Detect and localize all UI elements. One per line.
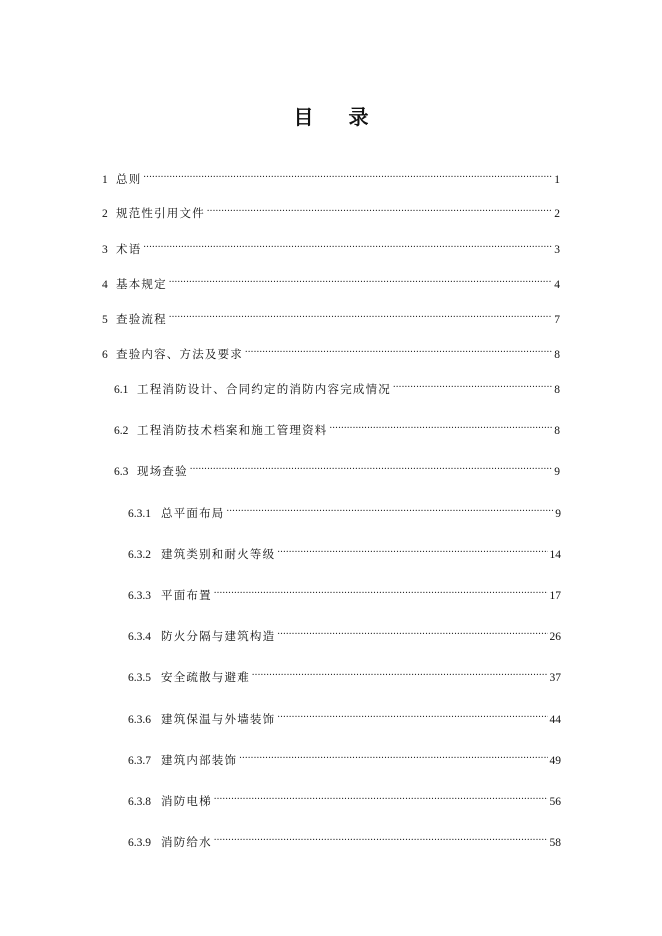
toc-entry-number: 5 — [102, 314, 108, 326]
toc-entry-6-3-9[interactable] — [128, 830, 561, 851]
toc-entry-title: 防火分隔与建筑构造 — [161, 629, 276, 643]
toc-entry-page: 8 — [554, 425, 560, 437]
toc-entry-number: 6.3.7 — [128, 755, 151, 767]
toc-entry-page: 26 — [549, 631, 561, 643]
toc-entry-title: 安全疏散与避难 — [161, 670, 250, 684]
toc-dot-leader — [169, 307, 552, 323]
toc-entry-6[interactable] — [102, 342, 560, 363]
toc-entry-2[interactable] — [102, 201, 560, 222]
toc-entry-5[interactable] — [102, 307, 560, 328]
toc-entry-number: 6 — [102, 349, 108, 361]
toc-entry-page: 37 — [549, 672, 561, 684]
page-title: 目 录 — [293, 105, 383, 129]
toc-dot-leader — [277, 624, 547, 640]
toc-entry-page: 49 — [549, 755, 561, 767]
toc-dot-leader — [190, 459, 552, 475]
toc-entry-number: 6.3 — [114, 466, 129, 478]
toc-entry-title: 工程消防设计、合同约定的消防内容完成情况 — [137, 382, 391, 396]
toc-entry-page: 7 — [554, 314, 560, 326]
toc-dot-leader — [252, 665, 548, 681]
toc-entry-page: 2 — [554, 208, 560, 220]
toc-dot-leader — [143, 167, 552, 183]
toc-dot-leader — [214, 789, 548, 805]
toc-entry-4[interactable] — [102, 272, 560, 293]
toc-entry-6-3-6[interactable] — [128, 707, 561, 728]
toc-entry-title: 建筑类别和耐火等级 — [161, 547, 276, 561]
toc-entry-number: 6.2 — [114, 425, 129, 437]
toc-entry-title: 总平面布局 — [161, 506, 225, 520]
toc-entry-title: 工程消防技术档案和施工管理资料 — [137, 423, 328, 437]
toc-entry-page: 3 — [554, 244, 560, 256]
toc-entry-3[interactable] — [102, 237, 560, 258]
toc-entry-title: 查验流程 — [116, 312, 167, 326]
toc-entry-page: 44 — [549, 714, 561, 726]
toc-entry-6-2[interactable] — [114, 418, 560, 439]
toc-entry-number: 1 — [102, 174, 108, 186]
toc-entry-title: 建筑保温与外墙装饰 — [161, 712, 276, 726]
toc-entry-title: 消防给水 — [161, 835, 212, 849]
toc-dot-leader — [277, 542, 547, 558]
toc-entry-number: 3 — [102, 244, 108, 256]
toc-entry-page: 8 — [554, 384, 560, 396]
toc-entry-page: 8 — [554, 349, 560, 361]
toc-entry-number: 6.3.3 — [128, 590, 151, 602]
toc-dot-leader — [239, 748, 547, 764]
toc-entry-title: 现场查验 — [137, 464, 188, 478]
toc-dot-leader — [214, 830, 548, 846]
toc-entry-title: 规范性引用文件 — [116, 206, 205, 220]
toc-entry-page: 56 — [549, 796, 561, 808]
toc-entry-number: 6.3.2 — [128, 549, 151, 561]
toc-entry-number: 6.3.1 — [128, 508, 151, 520]
toc-entry-number: 6.3.9 — [128, 837, 151, 849]
toc-entry-number: 2 — [102, 208, 108, 220]
toc-entry-6-1[interactable] — [114, 377, 560, 398]
toc-dot-leader — [214, 583, 548, 599]
toc-entry-number: 6.1 — [114, 384, 129, 396]
toc-entry-title: 总则 — [116, 172, 142, 186]
toc-entry-title: 建筑内部装饰 — [161, 753, 238, 767]
toc-dot-leader — [207, 201, 552, 217]
toc-entry-6-3[interactable] — [114, 459, 560, 480]
toc-entry-title: 消防电梯 — [161, 794, 212, 808]
toc-entry-6-3-8[interactable] — [128, 789, 561, 810]
toc-entry-title: 平面布置 — [161, 588, 212, 602]
toc-dot-leader — [227, 501, 554, 517]
toc-entry-title: 术语 — [116, 242, 142, 256]
toc-entry-page: 4 — [554, 279, 560, 291]
toc-dot-leader — [277, 707, 547, 723]
toc-entry-page: 17 — [549, 590, 561, 602]
toc-dot-leader — [245, 342, 552, 358]
toc-entry-number: 6.3.5 — [128, 672, 151, 684]
toc-entry-6-3-3[interactable] — [128, 583, 561, 604]
toc-entry-6-3-7[interactable] — [128, 748, 561, 769]
toc-entry-number: 6.3.4 — [128, 631, 151, 643]
toc-entry-page: 9 — [555, 508, 561, 520]
toc-dot-leader — [169, 272, 552, 288]
toc-entry-number: 6.3.8 — [128, 796, 151, 808]
toc-entry-6-3-5[interactable] — [128, 665, 561, 686]
toc-entry-6-3-1[interactable] — [128, 501, 561, 522]
toc-entry-page: 9 — [554, 466, 560, 478]
toc-entry-number: 4 — [102, 279, 108, 291]
toc-entry-number: 6.3.6 — [128, 714, 151, 726]
toc-entry-page: 58 — [549, 837, 561, 849]
toc-entry-1[interactable] — [102, 167, 560, 188]
toc-dot-leader — [393, 377, 552, 393]
toc-entry-page: 14 — [549, 549, 561, 561]
toc-entry-title: 基本规定 — [116, 277, 167, 291]
toc-entry-6-3-2[interactable] — [128, 542, 561, 563]
toc-dot-leader — [143, 237, 552, 253]
toc-entry-page: 1 — [554, 174, 560, 186]
toc-dot-leader — [330, 418, 553, 434]
toc-entry-title: 查验内容、方法及要求 — [116, 347, 243, 361]
toc-entry-6-3-4[interactable] — [128, 624, 561, 645]
